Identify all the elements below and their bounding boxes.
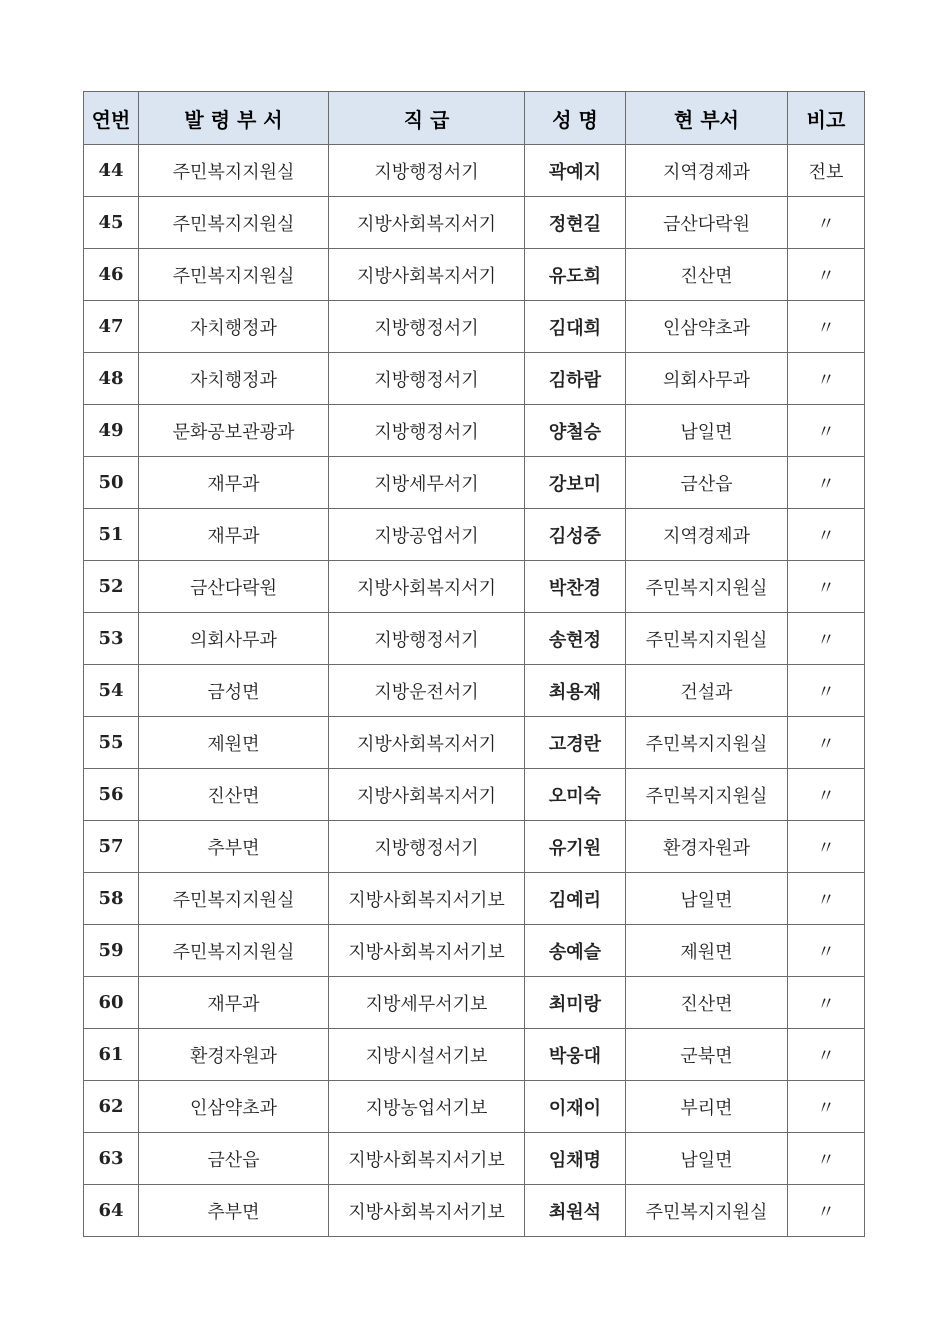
remarks-cell: 〃 [788,665,865,717]
name-cell: 정현길 [525,197,626,249]
assigned-department-cell: 재무과 [139,457,329,509]
header-name: 성 명 [525,92,626,145]
serial-number-cell: 57 [84,821,139,873]
name-cell: 유기원 [525,821,626,873]
current-department-cell: 인삼약초과 [626,301,788,353]
assigned-department-cell: 주민복지지원실 [139,925,329,977]
serial-number-cell: 60 [84,977,139,1029]
name-cell: 김예리 [525,873,626,925]
table-row [84,769,865,821]
serial-number-cell: 53 [84,613,139,665]
current-department-cell: 남일면 [626,405,788,457]
current-department-cell: 주민복지지원실 [626,1185,788,1237]
serial-number-cell: 44 [84,145,139,197]
current-department-cell: 주민복지지원실 [626,717,788,769]
name-cell: 임채명 [525,1133,626,1185]
table-row [84,873,865,925]
rank-cell: 지방운전서기 [329,665,525,717]
current-department-cell: 지역경제과 [626,145,788,197]
table-row [84,405,865,457]
assigned-department-cell: 진산면 [139,769,329,821]
table-row [84,821,865,873]
serial-number-cell: 56 [84,769,139,821]
current-department-cell: 남일면 [626,873,788,925]
serial-number-cell: 51 [84,509,139,561]
serial-number-cell: 58 [84,873,139,925]
current-department-cell: 건설과 [626,665,788,717]
serial-number-cell: 54 [84,665,139,717]
remarks-cell: 〃 [788,249,865,301]
header-assigned-department: 발 령 부 서 [139,92,329,145]
assigned-department-cell: 주민복지지원실 [139,249,329,301]
table-row [84,717,865,769]
assigned-department-cell: 주민복지지원실 [139,197,329,249]
name-cell: 이재이 [525,1081,626,1133]
table-row [84,301,865,353]
remarks-cell: 〃 [788,925,865,977]
assigned-department-cell: 문화공보관광과 [139,405,329,457]
remarks-cell: 〃 [788,1029,865,1081]
serial-number-cell: 47 [84,301,139,353]
remarks-cell: 〃 [788,769,865,821]
serial-number-cell: 62 [84,1081,139,1133]
table-row [84,1029,865,1081]
rank-cell: 지방행정서기 [329,405,525,457]
header-remarks: 비고 [788,92,865,145]
current-department-cell: 진산면 [626,249,788,301]
name-cell: 박웅대 [525,1029,626,1081]
assigned-department-cell: 자치행정과 [139,353,329,405]
rank-cell: 지방사회복지서기 [329,197,525,249]
serial-number-cell: 55 [84,717,139,769]
remarks-cell: 〃 [788,457,865,509]
table-row [84,977,865,1029]
current-department-cell: 군북면 [626,1029,788,1081]
header-current-department: 현 부서 [626,92,788,145]
rank-cell: 지방행정서기 [329,613,525,665]
rank-cell: 지방행정서기 [329,301,525,353]
serial-number-cell: 59 [84,925,139,977]
remarks-cell: 〃 [788,977,865,1029]
serial-number-cell: 52 [84,561,139,613]
name-cell: 양철승 [525,405,626,457]
rank-cell: 지방사회복지서기보 [329,925,525,977]
table-row [84,457,865,509]
rank-cell: 지방사회복지서기 [329,249,525,301]
rank-cell: 지방공업서기 [329,509,525,561]
table-row [84,145,865,197]
assigned-department-cell: 재무과 [139,977,329,1029]
remarks-cell: 〃 [788,1081,865,1133]
personnel-transfer-table [83,91,865,1237]
rank-cell: 지방사회복지서기 [329,717,525,769]
name-cell: 오미숙 [525,769,626,821]
rank-cell: 지방사회복지서기보 [329,1185,525,1237]
name-cell: 박찬경 [525,561,626,613]
remarks-cell: 〃 [788,1185,865,1237]
serial-number-cell: 45 [84,197,139,249]
assigned-department-cell: 의회사무과 [139,613,329,665]
assigned-department-cell: 자치행정과 [139,301,329,353]
table-row [84,613,865,665]
current-department-cell: 진산면 [626,977,788,1029]
name-cell: 송현정 [525,613,626,665]
current-department-cell: 금산읍 [626,457,788,509]
serial-number-cell: 50 [84,457,139,509]
serial-number-cell: 61 [84,1029,139,1081]
table-row [84,1185,865,1237]
assigned-department-cell: 환경자원과 [139,1029,329,1081]
serial-number-cell: 63 [84,1133,139,1185]
assigned-department-cell: 인삼약초과 [139,1081,329,1133]
header-serial-number: 연번 [84,92,139,145]
rank-cell: 지방사회복지서기보 [329,873,525,925]
table-row [84,353,865,405]
remarks-cell: 〃 [788,353,865,405]
current-department-cell: 남일면 [626,1133,788,1185]
remarks-cell: 〃 [788,613,865,665]
current-department-cell: 부리면 [626,1081,788,1133]
table-row [84,509,865,561]
name-cell: 김성중 [525,509,626,561]
assigned-department-cell: 금산다락원 [139,561,329,613]
header-rank: 직 급 [329,92,525,145]
remarks-cell: 〃 [788,509,865,561]
rank-cell: 지방농업서기보 [329,1081,525,1133]
current-department-cell: 지역경제과 [626,509,788,561]
current-department-cell: 주민복지지원실 [626,613,788,665]
remarks-cell: 〃 [788,301,865,353]
remarks-cell: 〃 [788,405,865,457]
name-cell: 강보미 [525,457,626,509]
name-cell: 고경란 [525,717,626,769]
remarks-cell: 전보 [788,145,865,197]
current-department-cell: 금산다락원 [626,197,788,249]
table-row [84,197,865,249]
serial-number-cell: 64 [84,1185,139,1237]
remarks-cell: 〃 [788,1133,865,1185]
table-header-row [84,92,865,145]
remarks-cell: 〃 [788,821,865,873]
serial-number-cell: 49 [84,405,139,457]
remarks-cell: 〃 [788,561,865,613]
table-row [84,665,865,717]
remarks-cell: 〃 [788,717,865,769]
current-department-cell: 제원면 [626,925,788,977]
rank-cell: 지방사회복지서기 [329,769,525,821]
assigned-department-cell: 추부면 [139,821,329,873]
rank-cell: 지방세무서기보 [329,977,525,1029]
name-cell: 최원석 [525,1185,626,1237]
assigned-department-cell: 제원면 [139,717,329,769]
name-cell: 김대희 [525,301,626,353]
table-row [84,1133,865,1185]
rank-cell: 지방시설서기보 [329,1029,525,1081]
name-cell: 최용재 [525,665,626,717]
remarks-cell: 〃 [788,873,865,925]
remarks-cell: 〃 [788,197,865,249]
rank-cell: 지방사회복지서기 [329,561,525,613]
assigned-department-cell: 추부면 [139,1185,329,1237]
serial-number-cell: 48 [84,353,139,405]
name-cell: 송예슬 [525,925,626,977]
table-row [84,925,865,977]
serial-number-cell: 46 [84,249,139,301]
name-cell: 김하람 [525,353,626,405]
current-department-cell: 주민복지지원실 [626,769,788,821]
rank-cell: 지방행정서기 [329,145,525,197]
rank-cell: 지방행정서기 [329,353,525,405]
name-cell: 곽예지 [525,145,626,197]
assigned-department-cell: 주민복지지원실 [139,873,329,925]
name-cell: 최미랑 [525,977,626,1029]
rank-cell: 지방세무서기 [329,457,525,509]
rank-cell: 지방행정서기 [329,821,525,873]
assigned-department-cell: 금성면 [139,665,329,717]
name-cell: 유도희 [525,249,626,301]
assigned-department-cell: 재무과 [139,509,329,561]
assigned-department-cell: 주민복지지원실 [139,145,329,197]
rank-cell: 지방사회복지서기보 [329,1133,525,1185]
table-row [84,1081,865,1133]
current-department-cell: 환경자원과 [626,821,788,873]
assigned-department-cell: 금산읍 [139,1133,329,1185]
table-row [84,561,865,613]
current-department-cell: 의회사무과 [626,353,788,405]
table-row [84,249,865,301]
current-department-cell: 주민복지지원실 [626,561,788,613]
